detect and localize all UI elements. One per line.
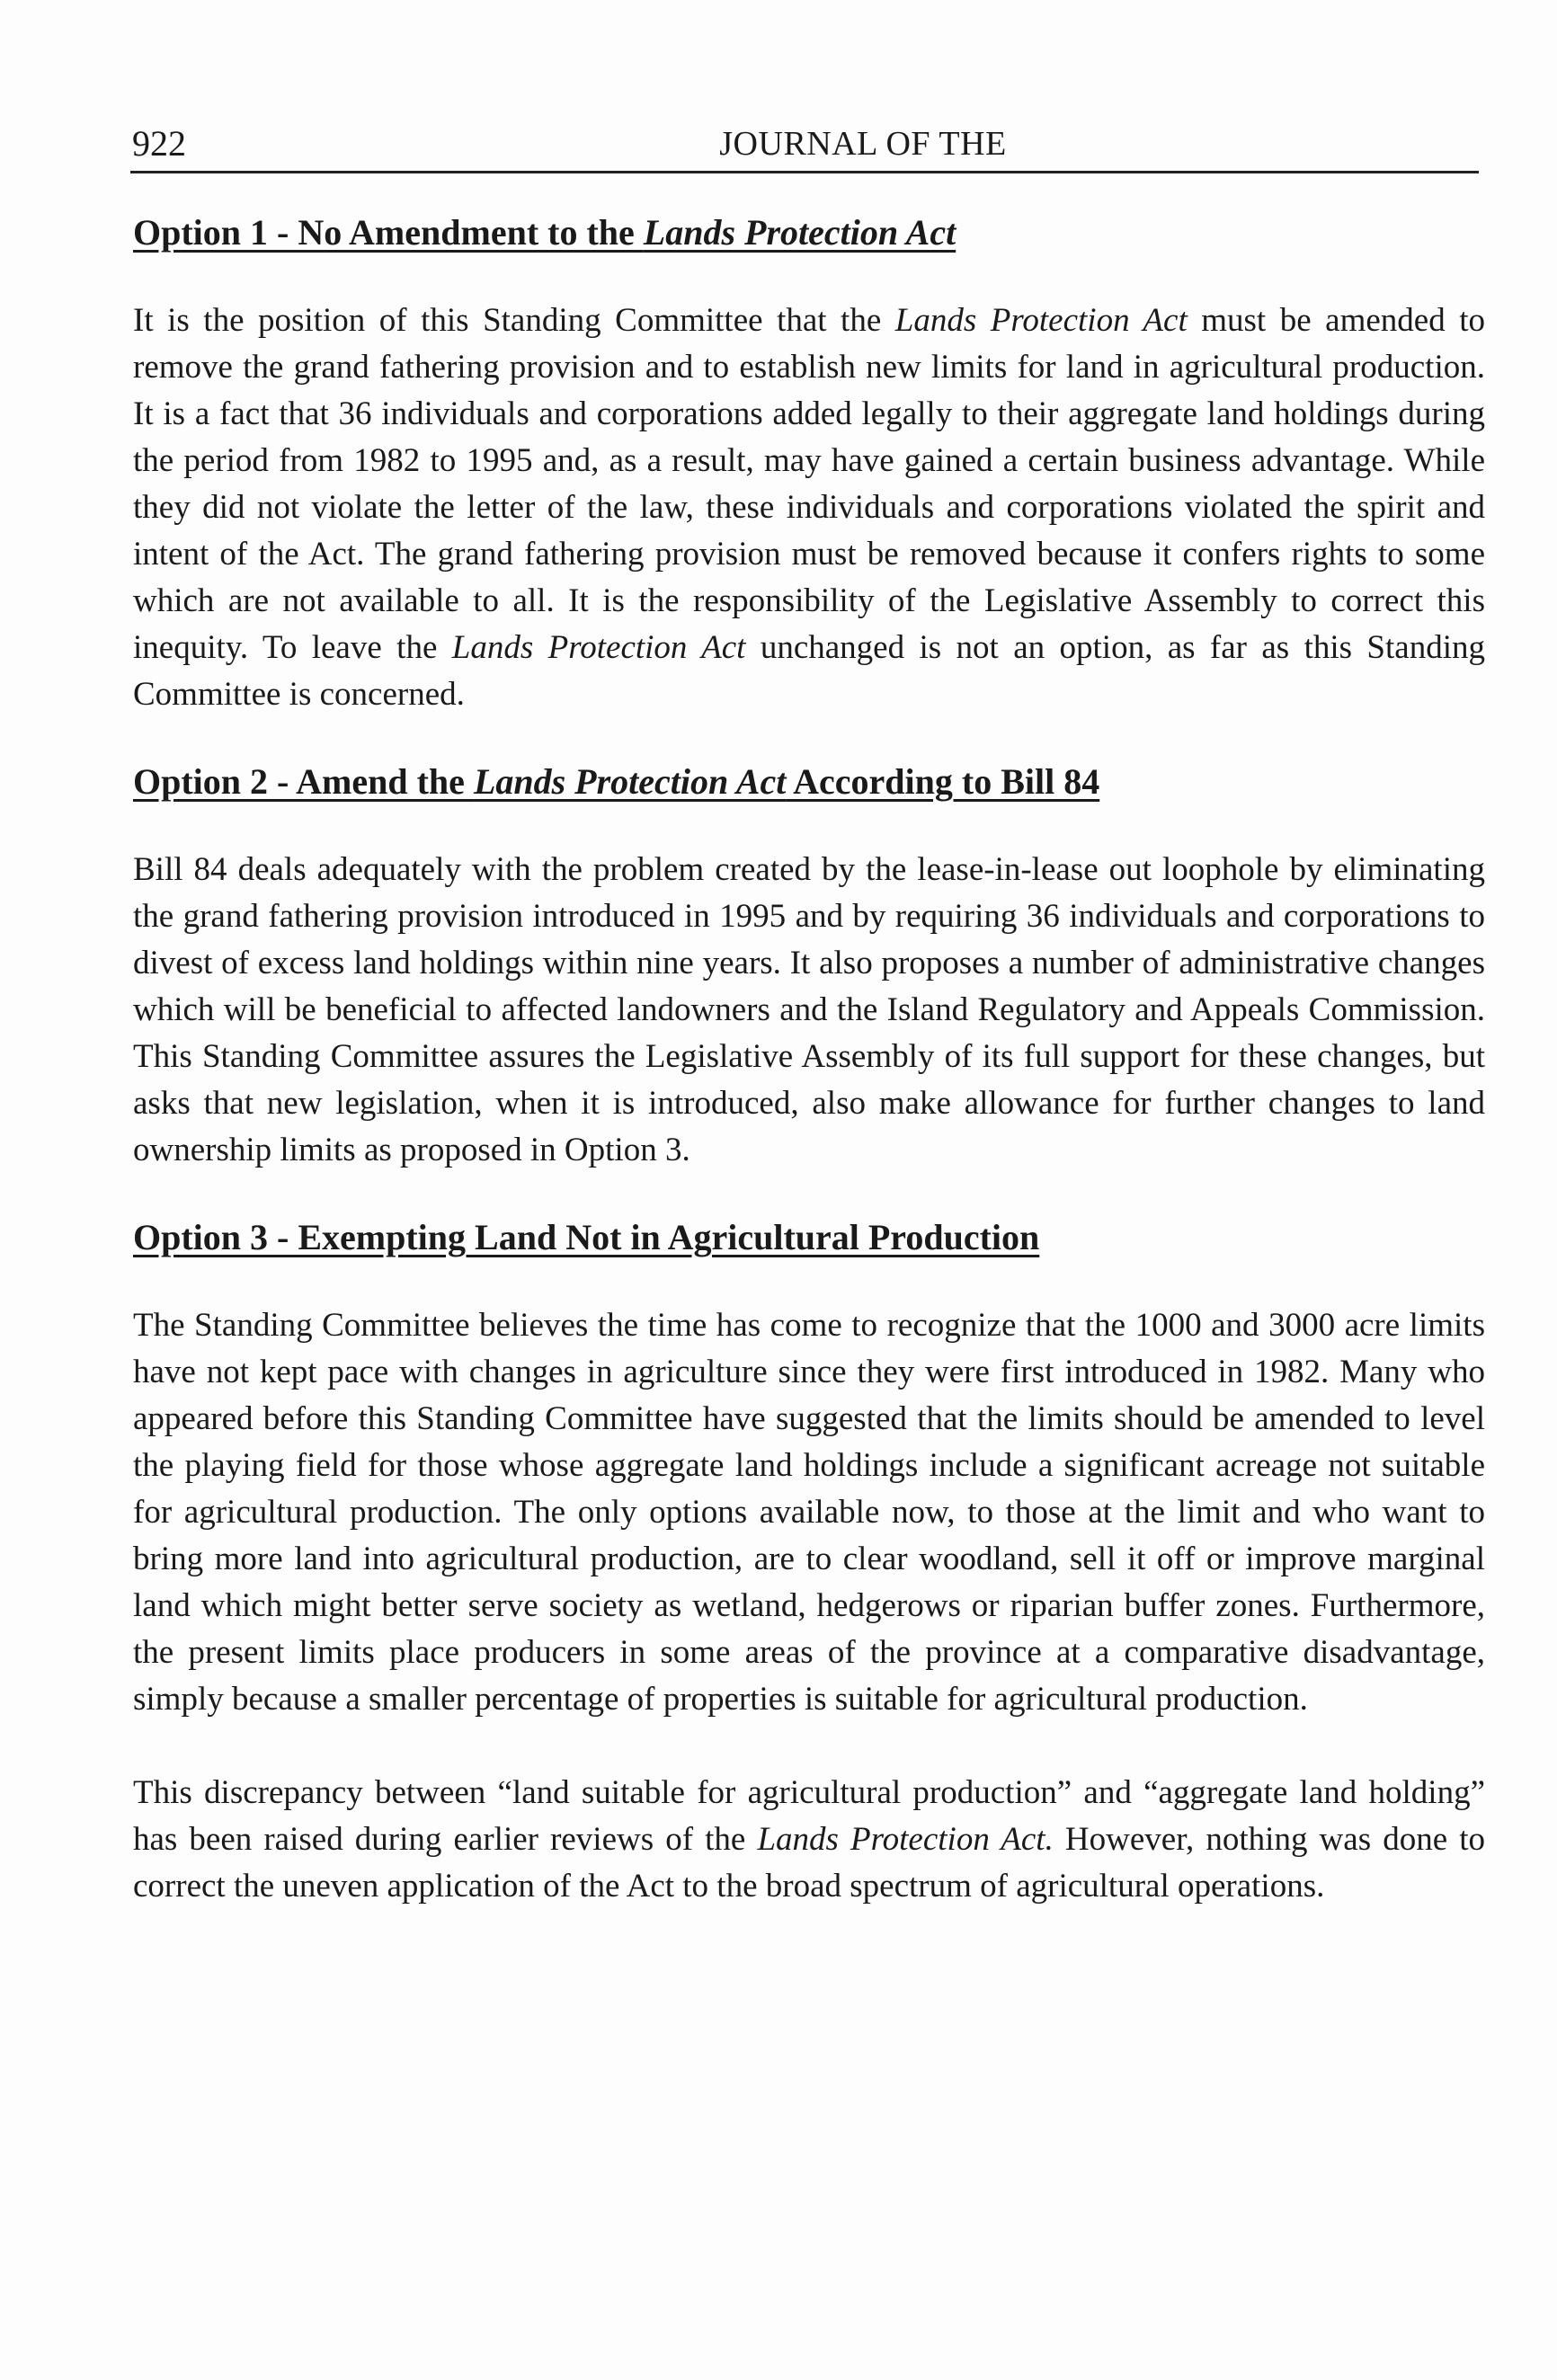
section-heading-option-1 [133, 209, 1485, 256]
section-heading-option-2 [133, 759, 1485, 805]
page-number: 922 [132, 123, 186, 164]
paragraph-option-1 [133, 298, 1485, 718]
paragraph-text: However, nothing was done to correct the uneven application of the Act to the broad spectrum of agricultural operations. [133, 1821, 1485, 1905]
heading-text: According to Bill 84 [786, 761, 1100, 802]
paragraph-text: This discrepancy between “land suitable for agricultural production” and “aggregate land holding” has been raised during earlier reviews of the [133, 1774, 1485, 1858]
paragraph-text: must be amended to remove the grand fathering provision and to establish new limits for land in agricultural production. It is a fact that 36 individuals and corporations added legally to their aggregate land holdings during the period from 1982 to 1995 and, as a result, may have gained a certain business advantage. While they did not violate the letter of the law, these individuals and corporations violated the spirit and intent of the Act. The grand fathering provision must be removed because it confers rights to some which are not available to all. It is the responsibility of the Legislative Assembly to correct this inequity. To leave the [133, 302, 1485, 666]
heading-italic-act: Lands Protection Act [643, 212, 956, 253]
italic-act-title: Lands Protection Act [894, 302, 1188, 339]
paragraph-option-2: Bill 84 deals adequately with the problem created by the lease-in-lease out loophole by eliminating the grand fathering provision introduced in 1995 and by requiring 36 individuals and corporations to divest of excess land holdings within nine years. It also proposes a number of administrative changes which will be beneficial to affected landowners and the Island Regulatory and Appeals Commission. This Standing Committee assures the Legislative Assembly of its full support for these changes, but asks that new legislation, when it is introduced, also make allowance for further changes to land ownership limits as proposed in Option 3. [133, 851, 1485, 1168]
heading-italic-act: Lands Protection Act [473, 761, 787, 802]
running-head: JOURNAL OF THE [719, 125, 1007, 163]
paragraph-option-3: The Standing Committee believes the time has come to recognize that the 1000 and 3000 acre limits have not kept pace with changes in agriculture since they were first introduced in 1982. Many who appeared before this Standing Committee have suggested that the limits should be amended to level the playing field for those whose aggregate land holdings include a significant acreage not suitable for agricultural production. The only options available now, to those at the limit and who want to bring more land into agricultural production, are to clear woodland, sell it off or improve marginal land which might better serve society as wetland, hedgerows or riparian buffer zones. Furthermore, the present limits place producers in some areas of the province at a comparative disadvantage, simply because a smaller percentage of properties is suitable for agricultural production. [133, 1307, 1485, 1718]
italic-act-title: Lands Protection Act [451, 629, 746, 666]
italic-act-title: Lands Protection Act. [757, 1821, 1054, 1858]
page-body [133, 209, 1485, 1910]
section-heading-option-3: Option 3 - Exempting Land Not in Agricultural Production [133, 1217, 1040, 1257]
paragraph-text: It is the position of this Standing Committee that the [133, 302, 895, 339]
paragraph-text: unchanged is not an option, as far as this Standing Committee is concerned. [133, 629, 1485, 713]
heading-text: Option 2 - Amend the [133, 761, 474, 802]
page-header [130, 117, 1479, 173]
paragraph-discrepancy [133, 1770, 1485, 1910]
heading-text: Option 1 - No Amendment to the [133, 212, 644, 253]
